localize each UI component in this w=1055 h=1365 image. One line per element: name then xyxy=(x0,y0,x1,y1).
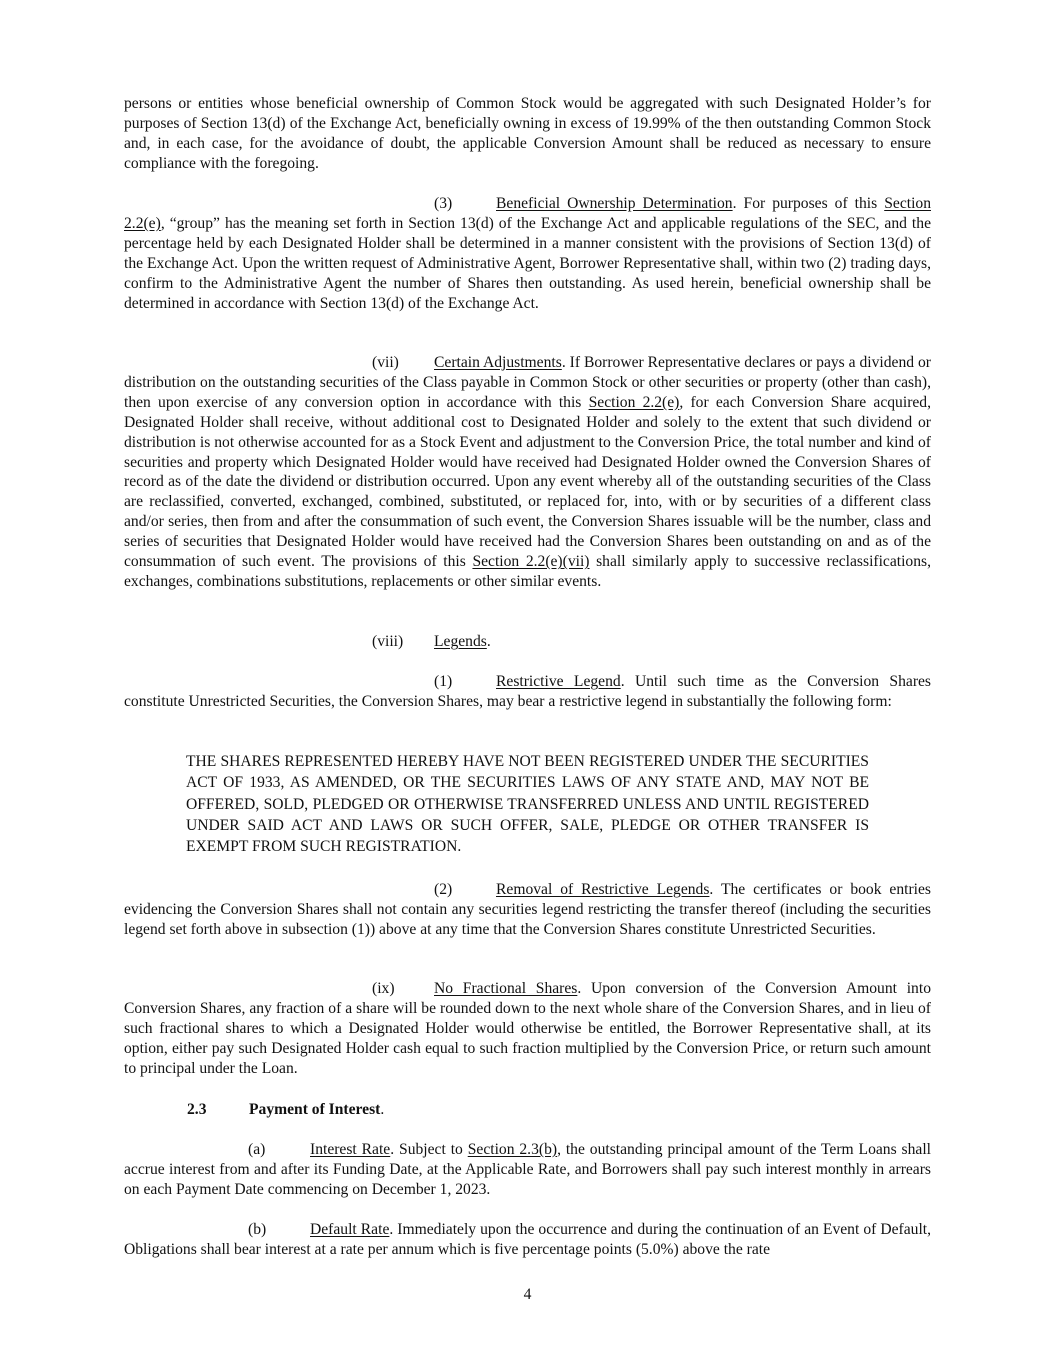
clause-title: Restrictive Legend xyxy=(496,673,621,690)
section-title: Payment of Interest xyxy=(249,1101,381,1118)
section-reference: Section 2.2(e) xyxy=(588,393,680,411)
paragraph-no-fractional-shares: (ix) No Fractional Shares. Upon conversion of the Conversion Amount into Conversion Shares, any fraction of a share will be rounded down to the next whole share of the Conversion Shares, and in lieu of such fractional shares to which a Designated Holder would otherwise be entitled, the Borrower Representative shall, at its option, either pay such Designated Holder cash equal to such fraction multiplied by the Conversion Price, or return such amount to principal under the Loan. xyxy=(124,980,931,1077)
section-heading-payment-of-interest: 2.3 Payment of Interest. xyxy=(187,1101,385,1118)
paragraph-restrictive-legend: (1) Restrictive Legend. Until such time as the Conversion Shares constitute Unrestricted Securities, the Conversion Shares, may bear a restrictive legend in substantially the following form: xyxy=(124,673,931,710)
paragraph-beneficial-ownership: (3) Beneficial Ownership Determination. For purposes of this Section 2.2(e), “group” has the meaning set forth in Section 13(d) of the Exchange Act and applicable regulations of the SEC, and the percentage held by each Designated Holder shall be determined in a manner consistent with the provisions of Section 13(d) of the Exchange Act. Upon the written request of Administrative Agent, Borrower Representative shall, within two (2) trading days, confirm to the Administrative Agent the number of Shares then outstanding. As used herein, beneficial ownership shall be determined in accordance with Section 13(d) of the Exchange Act. xyxy=(124,195,931,312)
section-reference: Section 2.2(e) xyxy=(124,195,931,232)
clause-number: (viii) xyxy=(372,633,404,650)
clause-number: (ix) xyxy=(372,980,395,997)
clause-title: Removal of Restrictive Legends xyxy=(496,881,710,898)
clause-title: No Fractional Shares xyxy=(434,980,578,997)
clause-title: Certain Adjustments xyxy=(434,354,562,371)
clause-title: Legends xyxy=(434,633,487,650)
clause-number: (3) xyxy=(434,195,453,212)
paragraph-removal-of-legends: (2) Removal of Restrictive Legends. The certificates or book entries evidencing the Conversion Shares shall not contain any securities legend restricting the transfer thereof (including the securities legend set forth above in subsection (1)) above at any time that the Conversion Shares constitute Unrestricted Securities. xyxy=(124,881,931,938)
section-reference: Section 2.2(e)(vii) xyxy=(472,553,590,571)
paragraph-default-rate: (b) Default Rate. Immediately upon the occurrence and during the continuation of an Event of Default, Obligations shall bear interest at a rate per annum which is five percentage points (5.0%) above the rate xyxy=(124,1221,932,1258)
clause-number: (a) xyxy=(248,1141,266,1158)
section-reference: Section 2.3(b) xyxy=(467,1141,558,1158)
clause-number: (2) xyxy=(434,881,453,898)
legend-block: THE SHARES REPRESENTED HEREBY HAVE NOT BEEN REGISTERED UNDER THE SECURITIES ACT OF 1933, AS AMENDED, OR THE SECURITIES LAWS OF ANY STATE AND, MAY NOT BE OFFERED, SOLD, PLEDGED OR OTHERWISE TRANSFERRED UNLESS AND UNTIL REGISTERED UNDER SAID ACT AND LAWS OR SUCH OFFER, SALE, PLEDGE OR OTHER TRANSFER IS EXEMPT FROM SUCH REGISTRATION. xyxy=(186,753,869,856)
paragraph-ownership-limit: persons or entities whose beneficial ownership of Common Stock would be aggregated with such Designated Holder’s for purposes of Section 13(d) of the Exchange Act, beneficially owning in excess of 19.99% of the then outstanding Common Stock and, in each case, for the avoidance of doubt, the applicable Conversion Amount shall be reduced as necessary to ensure compliance with the foregoing. xyxy=(124,95,931,172)
section-number: 2.3 xyxy=(187,1101,207,1118)
clause-number: (1) xyxy=(434,673,453,690)
clause-number: (b) xyxy=(248,1221,267,1238)
paragraph-certain-adjustments: (vii) Certain Adjustments. If Borrower Representative declares or pays a dividend or distribution on the outstanding securities of the Class payable in Common Stock or other securities or property (other than cash), then upon exercise of any conversion option in accordance with this Section 2.2(e), for each Conversion Share acquired, Designated Holder shall receive, without additional cost to Designated Holder and solely to the extent that such dividend or distribution is not otherwise accounted for as a Stock Event and adjustment to the Conversion Price, the total number and kind of securities and property which Designated Holder would have received had Designated Holder owned the Conversion Shares of record as of the date the dividend or distribution occurred. Upon any event whereby all of the outstanding securities of the Class are reclassified, converted, exchanged, combined, substituted, or replaced for, into, with or by securities of a different class and/or series, then from and after the consummation of such event, the Conversion Shares issuable will be the number, class and series of securities that Designated Holder would have received had the Conversion Shares been outstanding on and as of the consummation of such event. The provisions of this Section 2.2(e)(vii) shall similarly apply to successive reclassifications, exchanges, combinations substitutions, replacements or other similar events. xyxy=(124,354,931,590)
page-number: 4 xyxy=(523,1286,532,1303)
paragraph-interest-rate: (a) Interest Rate. Subject to Section 2.3(b), the outstanding principal amount of the Term Loans shall accrue interest from and after its Funding Date, at the Applicable Rate, and Borrowers shall pay such interest monthly in arrears on each Payment Date commencing on December 1, 2023. xyxy=(124,1141,932,1198)
clause-title: Interest Rate xyxy=(310,1141,391,1158)
clause-number: (vii) xyxy=(372,354,399,371)
clause-title: Default Rate xyxy=(310,1221,390,1238)
paragraph-legends: (viii) Legends. xyxy=(372,633,491,650)
clause-title: Beneficial Ownership Determination xyxy=(496,195,733,212)
